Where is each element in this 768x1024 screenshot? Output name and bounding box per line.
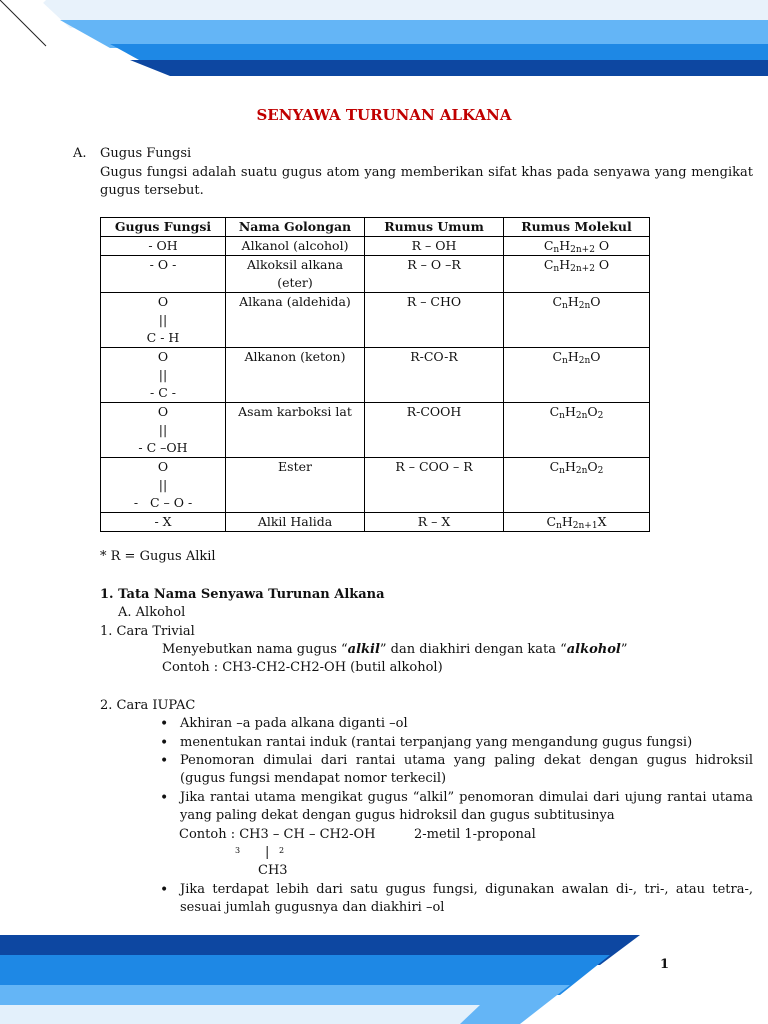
note-text: * R = Gugus Alkil bbox=[100, 549, 216, 564]
cell-gugus-fungsi: O || - C –OH bbox=[101, 403, 226, 458]
alkohol-subheading: A. Alkohol bbox=[118, 605, 186, 620]
cell-gugus-fungsi: - O - bbox=[101, 256, 226, 293]
cell-rumus-umum: R – X bbox=[365, 513, 504, 532]
cell-rumus-umum: R – OH bbox=[365, 237, 504, 256]
cara-trivial-description: Menyebutkan nama gugus “alkil” dan diakhiri dengan kata “alkohol” bbox=[162, 642, 628, 657]
table-row bbox=[101, 513, 650, 532]
cell-rumus-umum: R – COO – R bbox=[365, 458, 504, 513]
cell-rumus-molekul: $C_nH_{2n+2}$ O bbox=[504, 256, 650, 293]
tata-nama-heading: 1. Tata Nama Senyawa Turunan Alkana bbox=[100, 587, 385, 602]
carbon-number-2: 2 bbox=[279, 846, 285, 855]
branch-bond: | bbox=[265, 845, 270, 860]
iupac-rule-item: Akhiran –a pada alkana diganti –ol bbox=[180, 716, 408, 731]
cara-trivial-example: Contoh : CH3-CH2-CH2-OH (butil alkohol) bbox=[162, 660, 443, 675]
iupac-example-formula: Contoh : CH3 – CH – CH2-OH bbox=[179, 827, 376, 842]
cell-gugus-fungsi: O || C - H bbox=[101, 293, 226, 348]
cell-nama-golongan: Alkil Halida bbox=[226, 513, 365, 532]
header-banner bbox=[0, 0, 768, 90]
cara-iupac-heading: 2. Cara IUPAC bbox=[100, 698, 196, 713]
cell-gugus-fungsi: - X bbox=[101, 513, 226, 532]
cell-nama-golongan: Alkanon (keton) bbox=[226, 348, 365, 403]
table-header-row bbox=[101, 218, 650, 237]
table-header: Rumus Molekul bbox=[504, 218, 650, 237]
table-row bbox=[101, 256, 650, 293]
cara-trivial-heading: 1. Cara Trivial bbox=[100, 624, 195, 639]
iupac-rule-item: Jika terdapat lebih dari satu gugus fungsi, digunakan awalan di-, tri-, atau tetra-, sesuai jumlah gugusnya dan diakhiri –ol bbox=[180, 882, 753, 915]
cell-rumus-molekul: $C_nH_{2n}O_2$ bbox=[504, 458, 650, 513]
cell-rumus-umum: R-COOH bbox=[365, 403, 504, 458]
cell-rumus-umum: R – O –R bbox=[365, 256, 504, 293]
cell-gugus-fungsi: O || - C – O - bbox=[101, 458, 226, 513]
page-title: SENYAWA TURUNAN ALKANA bbox=[256, 106, 512, 124]
cell-nama-golongan: Alkanol (alcohol) bbox=[226, 237, 365, 256]
cell-nama-golongan: Alkana (aldehida) bbox=[226, 293, 365, 348]
cell-rumus-umum: R-CO-R bbox=[365, 348, 504, 403]
cell-nama-golongan: Asam karboksi lat bbox=[226, 403, 365, 458]
footer-banner bbox=[0, 925, 768, 1024]
cell-gugus-fungsi: O || - C - bbox=[101, 348, 226, 403]
iupac-rule-item: menentukan rantai induk (rantai terpanjang yang mengandung gugus fungsi) bbox=[180, 735, 693, 750]
table-header: Gugus Fungsi bbox=[101, 218, 226, 237]
cell-rumus-molekul: $C_nH_{2n}O_2$ bbox=[504, 403, 650, 458]
table-row bbox=[101, 237, 650, 256]
cell-rumus-molekul: $C_nH_{2n}O$ bbox=[504, 348, 650, 403]
functional-group-table bbox=[100, 217, 650, 532]
iupac-example-name: 2-metil 1-proponal bbox=[414, 827, 536, 842]
cell-rumus-molekul: $C_nH_{2n+2}$ O bbox=[504, 237, 650, 256]
table-header: Nama Golongan bbox=[226, 218, 365, 237]
carbon-number-3: 3 bbox=[235, 846, 241, 855]
branch-methyl: CH3 bbox=[258, 863, 288, 878]
bullet-icon: • bbox=[160, 882, 169, 898]
cell-rumus-umum: R – CHO bbox=[365, 293, 504, 348]
table-row bbox=[101, 403, 650, 458]
page-number: 1 bbox=[660, 957, 670, 972]
cell-nama-golongan: Ester bbox=[226, 458, 365, 513]
cell-nama-golongan: Alkoksil alkana (eter) bbox=[226, 256, 365, 293]
bullet-icon: • bbox=[160, 790, 169, 806]
section-a-heading: Gugus Fungsi bbox=[100, 146, 192, 161]
bullet-icon: • bbox=[160, 753, 169, 769]
cell-rumus-molekul: $C_nH_{2n+1}X$ bbox=[504, 513, 650, 532]
table-header: Rumus Umum bbox=[365, 218, 504, 237]
cell-rumus-molekul: $C_nH_{2n}O$ bbox=[504, 293, 650, 348]
iupac-rule-item: Jika rantai utama mengikat gugus “alkil” penomoran dimulai dari ujung rantai utama yang paling dekat dengan gugus hidroksil dan gugus subtitusinya bbox=[180, 790, 753, 823]
bullet-icon: • bbox=[160, 716, 169, 732]
section-a-paragraph: Gugus fungsi adalah suatu gugus atom yang memberikan sifat khas pada senyawa yang mengikat gugus tersebut. bbox=[100, 165, 753, 198]
bullet-icon: • bbox=[160, 735, 169, 751]
table-row bbox=[101, 293, 650, 348]
cell-gugus-fungsi: - OH bbox=[101, 237, 226, 256]
table-row bbox=[101, 348, 650, 403]
section-a-marker: A. bbox=[73, 146, 87, 161]
table-row bbox=[101, 458, 650, 513]
iupac-rule-item: Penomoran dimulai dari rantai utama yang paling dekat dengan gugus hidroksil (gugus fungsi mendapat nomor terkecil) bbox=[180, 753, 753, 786]
